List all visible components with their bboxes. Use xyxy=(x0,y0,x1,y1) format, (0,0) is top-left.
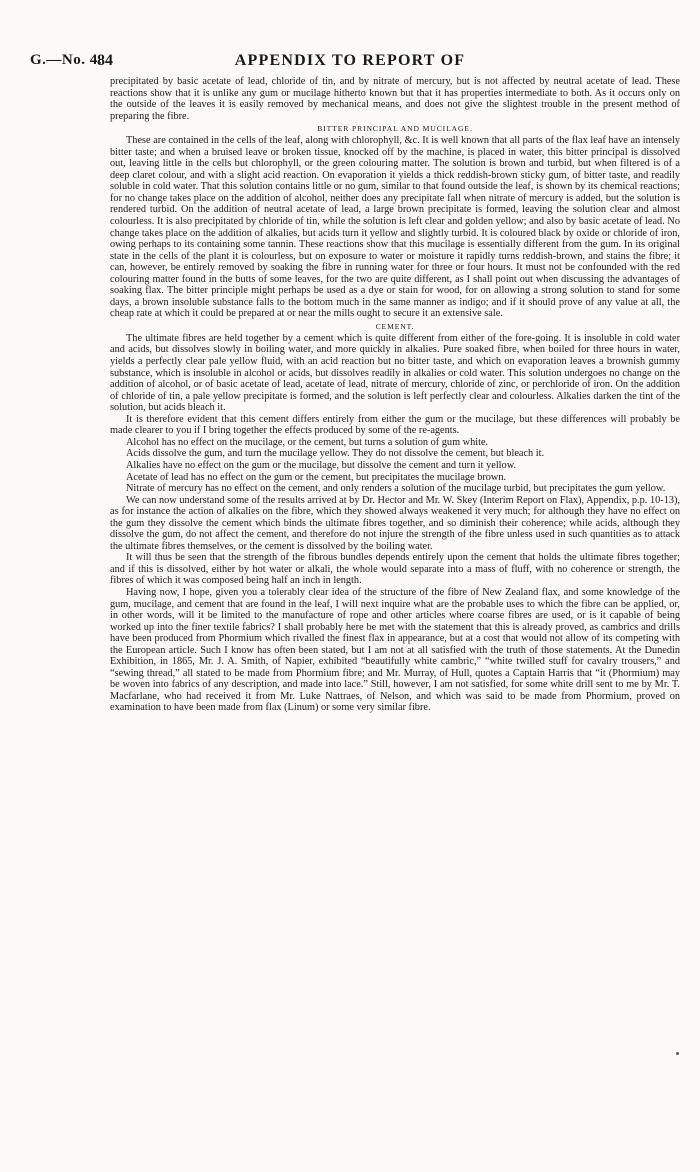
paragraph: These are contained in the cells of the leaf, along with chlorophyll, &c. It is well known that all parts of the flax leaf have an intensely bitter taste; and when a bruised leave or broken tissue, knocked off by the machine, is placed in water, this bitter principal is dissolved out, leaving little in the cells but chlorophyll, or the green colouring matter. The solution is brown and turbid, but when filtered is of a deep claret colour, and with a slight acid reaction. On evaporation it yields a thick reddish-brown sticky gum, of bitter taste, and readily soluble in cold water. That this solution contains little or no gum, similar to that found outside the leaf, is shown by its chemical reactions; for no change takes place on the addition of alcohol, neither does any precipitate fall when nitrate of mercury is added, but the solution is rendered turbid. On the addition of neutral acetate of lead, a large brown precipitate is formed, leaving the solution clear and almost colourless. It is also precipitated by chloride of tin, while the solution is left clear and golden yellow; and also by basic acetate of lead. No change takes place on the addition of alkalies, but acids turn it yellow and slightly turbid. It is coloured black by oxide or chloride of iron, owing perhaps to its containing some tannin. These reactions show that this mucilage is essentially different from the gum. In its original state in the cells of the plant it is colourless, but on exposure to water or moisture it rapidly turns reddish-brown, and stains the fibre; it can, however, be entirely removed by soaking the fibre in running water for three or four hours. It must not be confounded with the red colouring matter found in the butts of some leaves, for the two are quite different, as I shall point out when discussing the advantages of soaking flax. The bitter principle might perhaps be used as a dye or stain for wood, for on allowing a strong solution to stand for some days, a brown insoluble substance falls to the bottom much in the same manner as indigo; and if it should prove of any value at all, the cheap rate at which it could be prepared at or near the mills ought to secure it an extensive sale. xyxy=(110,135,680,320)
paragraph: Alcohol has no effect on the mucilage, or the cement, but turns a solution of gum white. xyxy=(126,436,489,448)
body-text xyxy=(110,76,680,714)
page-speck xyxy=(676,1052,679,1055)
paragraph: Having now, I hope, given you a tolerably clear idea of the structure of the fibre of New Zealand flax, and some knowledge of the gum, mucilage, and cement that are found in the leaf, I will next inquire what are the probable uses to which the fibre can be applied, or, in other words, will it be limited to the manufacture of rope and other articles where coarse fibres are used, or is it capable of being worked up into the finer textile fabrics? I shall probably here be met with the statement that this is already proved, as cambrics and drills have been produced from Phormium which rivalled the finest flax in appearance, but at a cost that would not allow of its competing with the European article. Such I know has often been stated, but I am not at all satisfied with the truth of those statements. At the Dunedin Exhibition, in 1865, Mr. J. A. Smith, of Napier, exhibited “beautifully white cambric,” “white twilled stuff for cavalry trousers,” and “sewing thread,” all stated to be made from Phormium fibre; and Mr. Murray, of Hull, quotes a Captain Harris that “it (Phormium) may be woven into fabrics of any description, and made into lace.” Still, however, I am not satisfied, for some white drill sent to me by Mr. T. Macfarlane, who had received it from Mr. Luke Nattraes, of Nelson, and which was said to be made from Phormium, proved on examination to have been made from flax (Linum) or some very similar fibre. xyxy=(110,586,680,714)
document-code: G.—No. 4. xyxy=(30,52,102,68)
paragraph: It will thus be seen that the strength of the fibrous bundles depends entirely upon the cement that holds the ultimate fibres together; and if this is dissolved, either by hot water or alkali, the whole would separate into a mass of fluff, with no coherence or strength, the fibres of which it was composed being half an inch in length. xyxy=(110,552,680,587)
page-number: 84 xyxy=(97,52,113,69)
paragraph: Nitrate of mercury has no effect on the cement, and only renders a solution of the mucilage turbid, but precipitates the gum yellow. xyxy=(126,483,666,495)
page-header xyxy=(30,52,670,72)
paragraph: Acetate of lead has no effect on the gum or the cement, but precipitates the mucilage brown. xyxy=(126,471,507,483)
paragraph: Alkalies have no effect on the gum or the mucilage, but dissolve the cement and turn it yellow. xyxy=(126,459,517,471)
paragraph: Acids dissolve the gum, and turn the mucilage yellow. They do not dissolve the cement, but bleach it. xyxy=(126,448,545,460)
running-title: APPENDIX TO REPORT OF xyxy=(234,52,466,69)
paragraph: We can now understand some of the results arrived at by Dr. Hector and Mr. W. Skey (Interim Report on Flax), Appendix, p.p. 10-13), as for instance the action of alkalies on the fibre, which they showed always weakened it very much; for although they have no effect on the gum they dissolve the cement which binds the ultimate fibres together, and so diminish their coherence; while acids, although they dissolve the gum, do not affect the cement, and therefore do not injure the strength of the fibre unless used in such quantities as to attack the ultimate fibres themselves, or the cement is dissolved by the boiling water. xyxy=(110,494,680,552)
paragraph: The ultimate fibres are held together by a cement which is quite different from either of the fore-going. It is insoluble in cold water and acids, but dissolves slowly in boiling water, and more quickly in alkalies. Pure soaked fibre, when boiled for three hours in water, yields a perfectly clear pale yellow fluid, with an acid reaction but no bitter taste, and which on evaporation leaves a brownish gummy substance, which is insoluble in alcohol or acids, but dissolves readily in alkalies or cold water. This solution undergoes no change on the addition of alcohol, or of basic acetate of lead, acetate of lead, nitrate of mercury, chloride of zinc, or perchloride of iron. On the addition of chloride of tin, a pale yellow precipitate is formed, and the solution is left perfectly clear and colourless. Alkalies darken the tint of the solution, but acids bleach it. xyxy=(110,332,680,414)
section-heading-bitter-principal: BITTER PRINCIPAL AND MUCILAGE. xyxy=(317,124,473,134)
section-heading-cement: CEMENT. xyxy=(375,321,415,331)
paragraph: It is therefore evident that this cement differs entirely from either the gum or the mucilage, but these differences will probably be made clearer to you if I bring together the effects produced by some of the re-agents. xyxy=(110,413,680,437)
intro-paragraph: precipitated by basic acetate of lead, chloride of tin, and by nitrate of mercury, but is not affected by neutral acetate of lead. These reactions show that it is unlike any gum or mucilage hitherto known but that it has properties intermediate to both. As it occurs only on the outside of the leaves it is easily removed by mechanical means, and does not give the slightest trouble in the present method of preparing the fibre. xyxy=(110,76,680,122)
